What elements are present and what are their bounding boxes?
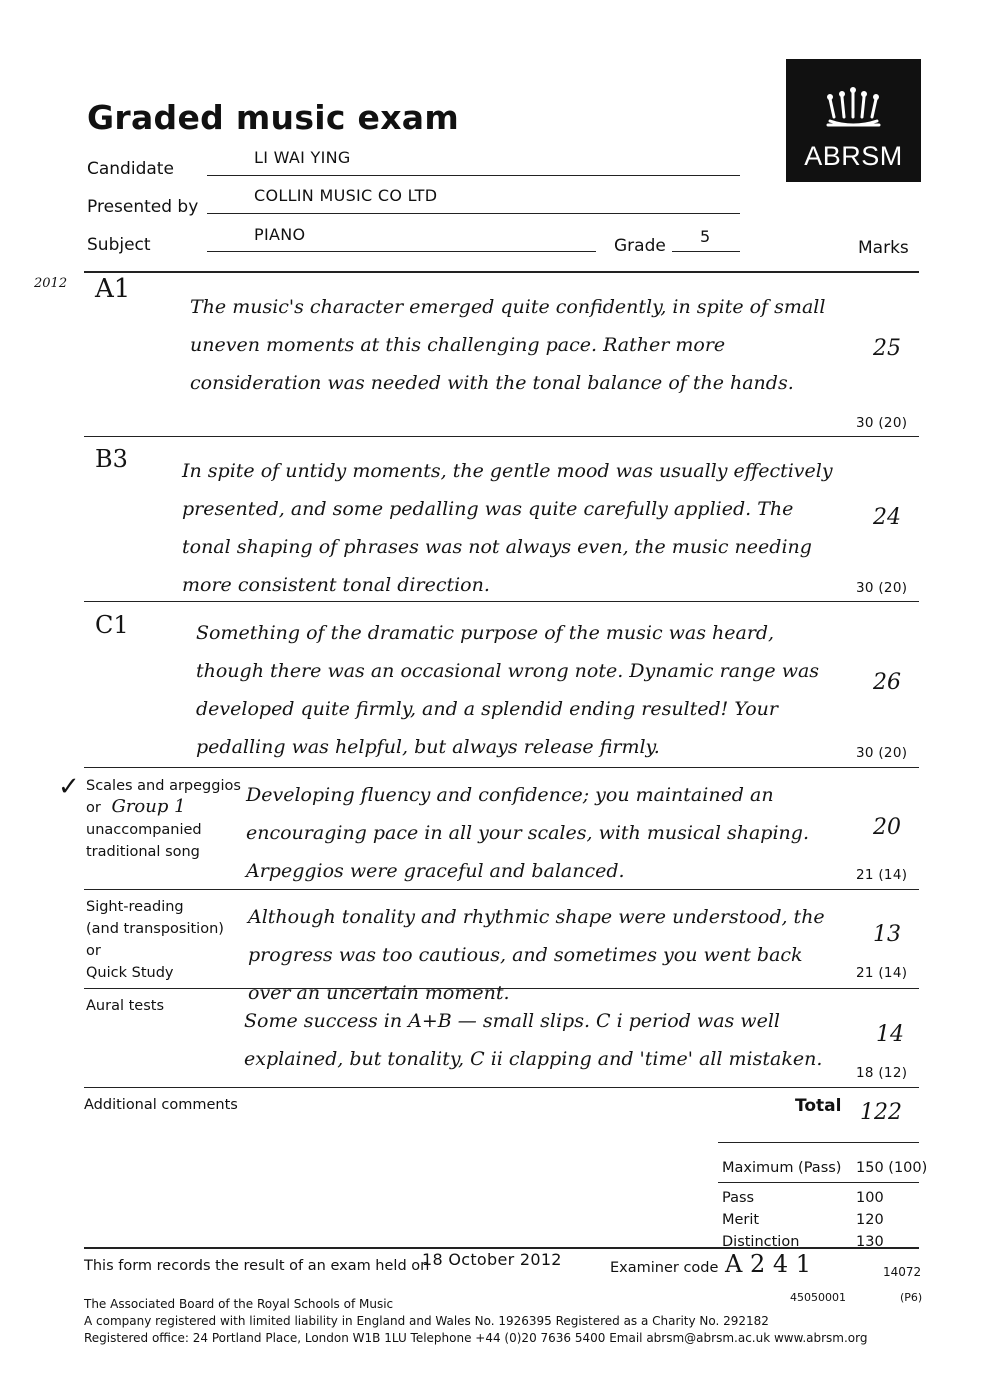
section-max-marks: 21 (14) xyxy=(856,867,908,883)
group-hand-note: Group 1 xyxy=(111,796,186,817)
section-max-marks: 18 (12) xyxy=(856,1065,908,1081)
candidate-value: LI WAI YING xyxy=(254,148,351,167)
section-comment: Some success in A+B — small slips. C i period was well explained, but tonality, C ii clapping and 'time' all mistaken. xyxy=(244,1010,823,1070)
section-max-marks: 30 (20) xyxy=(856,580,908,596)
exam-record-text: This form records the result of an exam held on xyxy=(84,1258,430,1274)
page-title: Graded music exam xyxy=(87,98,460,137)
check-mark: ✓ xyxy=(58,772,80,802)
section-mark: 26 xyxy=(873,670,901,695)
examiner-code: A 2 4 1 xyxy=(725,1250,812,1278)
section-label: Scales and arpeggios or Group 1 unaccompanied traditional song xyxy=(86,778,241,860)
section-max-marks: 30 (20) xyxy=(856,745,908,761)
section-label: Sight-reading (and transposition) or Quick Study xyxy=(86,899,224,981)
section-label: Aural tests xyxy=(86,998,164,1014)
threshold-values: 100 120 130 xyxy=(856,1190,884,1250)
page-code: (P6) xyxy=(900,1291,923,1304)
total-value: 122 xyxy=(860,1100,902,1125)
subject-value: PIANO xyxy=(254,225,306,244)
section-comment: The music's character emerged quite confidently, in spite of small uneven moments at this challenging pace. Rather more consideration was needed with the tonal balance of the hands. xyxy=(190,296,826,394)
additional-comments-label: Additional comments xyxy=(84,1097,238,1113)
exam-date: 18 October 2012 xyxy=(422,1250,562,1269)
grade-label: Grade xyxy=(614,236,666,256)
section-comment: Developing fluency and confidence; you maintained an encouraging pace in all your scales, with musical shaping. Arpeggios were graceful and balanced. xyxy=(246,784,809,882)
section-label: C1 xyxy=(95,611,129,639)
section-mark: 24 xyxy=(873,505,901,530)
abrsm-logo xyxy=(786,59,921,182)
total-label: Total xyxy=(795,1096,842,1116)
serial-number: 45050001 xyxy=(790,1291,846,1304)
section-mark: 13 xyxy=(873,922,901,947)
subject-label: Subject xyxy=(87,235,151,255)
marks-label: Marks xyxy=(858,238,909,258)
section-label: B3 xyxy=(95,445,128,473)
section-max-marks: 21 (14) xyxy=(856,965,908,981)
candidate-label: Candidate xyxy=(87,159,174,179)
presented-by-value: COLLIN MUSIC CO LTD xyxy=(254,186,438,205)
threshold-labels: Pass Merit Distinction xyxy=(722,1190,800,1250)
logo-text: ABRSM xyxy=(804,141,903,171)
section-comment: In spite of untidy moments, the gentle mood was usually effectively presented, and some pedalling was quite carefully applied. The tonal shaping of phrases was not always even, the music needing more consistent tonal direction. xyxy=(182,460,833,596)
presented-by-label: Presented by xyxy=(87,197,199,217)
org-registration: A company registered with limited liability in England and Wales No. 1926395 Registered as a Charity No. 292182 xyxy=(84,1314,769,1328)
section-max-marks: 30 (20) xyxy=(856,415,908,431)
org-contact: Registered office: 24 Portland Place, London W1B 1LU Telephone +44 (0)20 7636 5400 Email abrsm@abrsm.ac.uk www.abrsm.org xyxy=(84,1331,868,1345)
margin-year-note: 2012 xyxy=(34,276,68,291)
form-code: 14072 xyxy=(883,1265,922,1279)
section-mark: 20 xyxy=(873,815,901,840)
maximum-label: Maximum (Pass) xyxy=(722,1160,842,1176)
examiner-code-label: Examiner code xyxy=(610,1260,719,1276)
maximum-value: 150 (100) xyxy=(856,1160,928,1176)
section-comment: Something of the dramatic purpose of the music was heard, though there was an occasional wrong note. Dynamic range was developed quite firmly, and a splendid ending resulted! Your pedalling was helpful, but always release firmly. xyxy=(196,622,820,758)
section-comment: Although tonality and rhythmic shape were understood, the progress was too cautious, and sometimes you went back over an uncertain moment. xyxy=(248,906,825,1004)
grade-value: 5 xyxy=(700,227,711,246)
org-name: The Associated Board of the Royal Schools of Music xyxy=(84,1297,394,1311)
section-mark: 25 xyxy=(873,336,901,361)
section-mark: 14 xyxy=(876,1022,904,1047)
section-label: A1 xyxy=(95,274,131,304)
